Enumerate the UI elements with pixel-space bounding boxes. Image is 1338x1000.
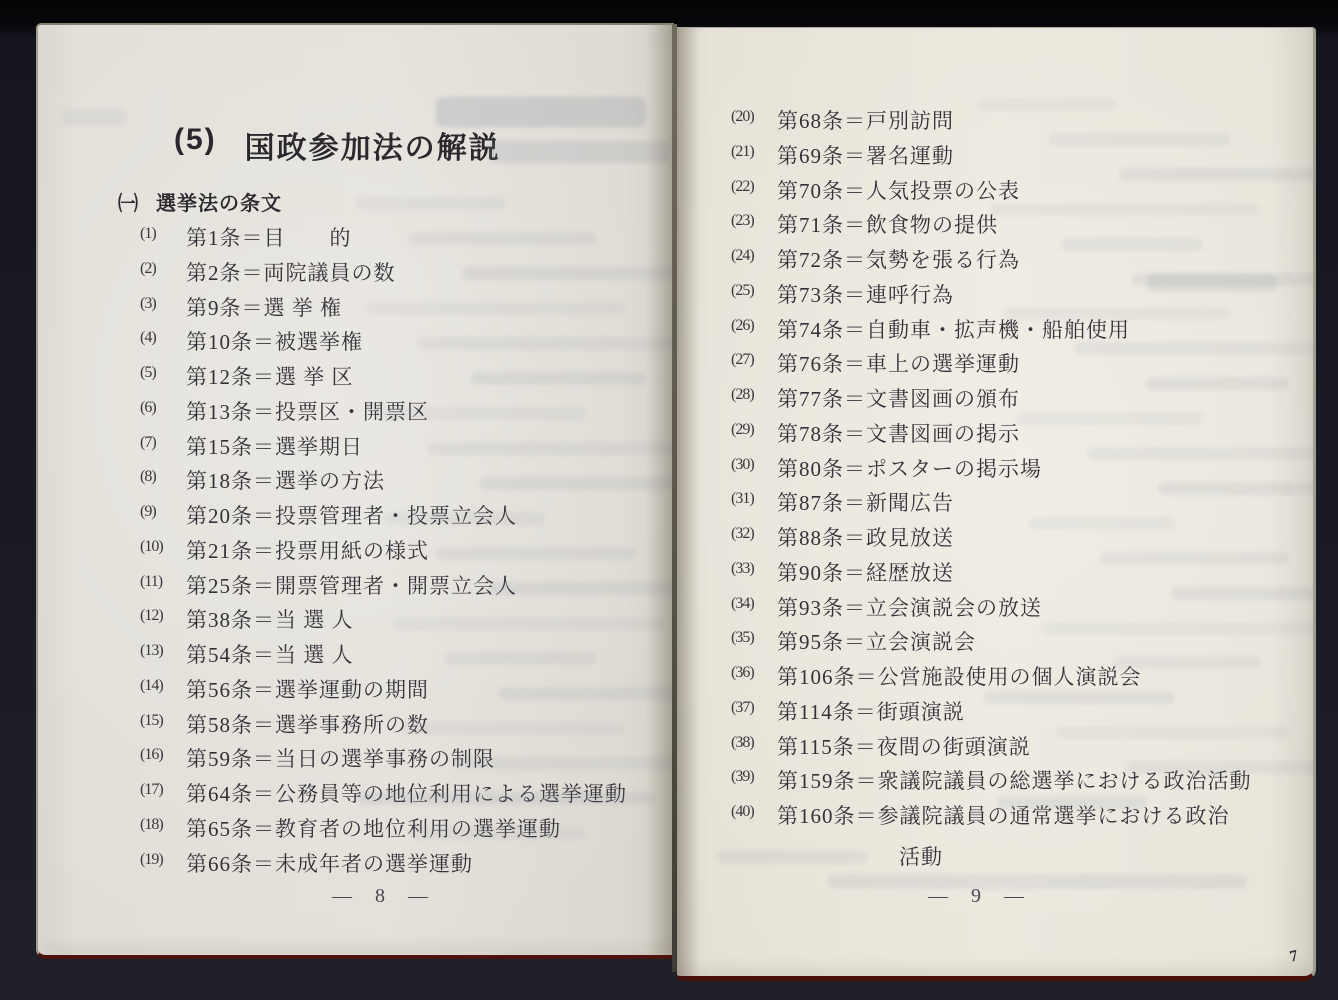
item-text: 活動 — [899, 844, 943, 869]
item-text: 第69条＝署名運動 — [777, 143, 954, 168]
list-item — [731, 626, 1309, 661]
section-title: 選挙法の条文 — [156, 193, 282, 215]
item-text: 第13条＝投票区・開票区 — [186, 399, 429, 424]
item-text: 第68条＝戸別訪問 — [777, 109, 954, 133]
bleedthrough-artifact — [827, 874, 1247, 889]
list-item — [731, 244, 1309, 279]
item-number: (37) — [731, 698, 754, 716]
item-number: (17) — [140, 781, 163, 798]
item-number: (5) — [140, 364, 156, 381]
list-item — [140, 257, 674, 292]
item-text: 第9条＝選 挙 権 — [186, 295, 342, 320]
item-number: (9) — [140, 503, 156, 520]
list-item — [731, 522, 1309, 557]
list-item — [140, 674, 674, 709]
list-item — [140, 604, 674, 639]
item-text: 第87条＝新聞広告 — [777, 491, 954, 516]
list-item — [731, 592, 1309, 627]
item-text: 第15条＝選挙期日 — [186, 434, 363, 459]
item-number: (36) — [731, 664, 754, 681]
item-number: (30) — [731, 455, 754, 473]
item-number: (29) — [731, 420, 754, 438]
article-list-right — [731, 105, 1309, 876]
item-number: (3) — [140, 294, 156, 312]
list-item — [731, 140, 1309, 175]
item-text: 第12条＝選 挙 区 — [186, 365, 354, 389]
page-number-right: — 9 — — [928, 885, 1033, 907]
item-text: 第59条＝当日の選挙事務の制限 — [186, 747, 495, 772]
item-number: (33) — [731, 559, 754, 577]
section-marker: ㈠ — [118, 193, 139, 215]
list-item — [140, 848, 674, 883]
item-number: (21) — [731, 142, 754, 160]
item-number: (26) — [731, 316, 754, 334]
list-item — [731, 348, 1309, 383]
item-number: (28) — [731, 386, 754, 403]
list-item — [731, 731, 1309, 766]
item-text: 第64条＝公務員等の地位利用による選挙運動 — [186, 782, 627, 806]
item-number: (12) — [140, 607, 163, 625]
list-item — [140, 465, 674, 500]
list-item — [731, 209, 1309, 244]
item-number: (16) — [140, 746, 163, 764]
item-text: 第73条＝連呼行為 — [777, 282, 954, 307]
item-number: (25) — [731, 281, 754, 299]
item-number: (35) — [731, 629, 754, 647]
item-text: 第10条＝被選挙権 — [186, 330, 363, 355]
item-text: 第58条＝選挙事務所の数 — [186, 712, 429, 737]
list-item — [140, 778, 674, 813]
list-item — [731, 557, 1309, 592]
bleedthrough-artifact — [356, 197, 506, 210]
list-item — [731, 279, 1309, 314]
item-text: 第95条＝立会演説会 — [777, 630, 976, 655]
item-number: (15) — [140, 711, 163, 729]
list-item — [731, 105, 1309, 140]
corner-page-mark: 7 — [1288, 947, 1300, 966]
item-number: (24) — [731, 247, 754, 264]
list-item — [140, 326, 674, 361]
item-text: 第80条＝ポスターの掲示場 — [777, 456, 1042, 481]
list-item — [731, 453, 1309, 488]
item-text: 第20条＝投票管理者・投票立会人 — [186, 504, 517, 528]
list-item — [140, 396, 674, 431]
item-text: 第66条＝未成年者の選挙運動 — [186, 851, 473, 876]
item-number: (31) — [731, 490, 754, 508]
item-text: 第54条＝当 選 人 — [186, 643, 354, 667]
list-item — [140, 361, 674, 396]
list-item — [140, 222, 674, 257]
bleedthrough-artifact — [62, 109, 126, 125]
list-item — [140, 431, 674, 466]
list-item — [731, 314, 1309, 349]
item-number: (14) — [140, 676, 163, 694]
item-text: 第115条＝夜間の街頭演説 — [777, 734, 1031, 759]
list-item — [140, 292, 674, 327]
item-text: 第93条＝立会演説会の放送 — [777, 595, 1042, 620]
item-text: 第38条＝当 選 人 — [186, 608, 354, 633]
item-number: (22) — [731, 177, 754, 195]
item-number: (6) — [140, 398, 156, 416]
list-item — [140, 570, 674, 605]
heading-number: (5) — [174, 123, 217, 156]
item-text: 第2条＝両院議員の数 — [186, 260, 396, 285]
item-number: (32) — [731, 525, 754, 542]
item-number: (39) — [731, 768, 754, 786]
list-item — [731, 487, 1309, 522]
item-number: (40) — [731, 803, 754, 820]
item-text: 第18条＝選挙の方法 — [186, 469, 385, 494]
section-heading — [118, 187, 282, 216]
item-text: 第56条＝選挙運動の期間 — [186, 677, 429, 702]
list-item — [140, 500, 674, 535]
item-text: 第21条＝投票用紙の様式 — [186, 538, 429, 563]
list-item — [140, 639, 674, 674]
book-page-left — [36, 23, 674, 959]
list-item — [731, 800, 1309, 835]
item-number: (8) — [140, 468, 156, 486]
item-number: (10) — [140, 537, 163, 555]
article-list-left — [140, 222, 674, 882]
item-number: (38) — [731, 733, 754, 751]
item-number: (4) — [140, 329, 156, 347]
list-item-wrap-line — [731, 841, 1309, 876]
item-number: (20) — [731, 108, 754, 125]
list-item — [140, 535, 674, 570]
page-number-left: — 8 — — [332, 885, 437, 907]
item-text: 第78条＝文書図画の掲示 — [777, 421, 1020, 446]
list-item — [731, 765, 1309, 800]
item-number: (19) — [140, 850, 163, 868]
item-text: 第74条＝自動車・拡声機・船舶使用 — [777, 317, 1130, 342]
item-number: (27) — [731, 351, 754, 369]
item-text: 第160条＝参議院議員の通常選挙における政治 — [777, 804, 1230, 828]
bleedthrough-artifact — [488, 141, 670, 163]
list-item — [731, 696, 1309, 731]
item-text: 第65条＝教育者の地位利用の選挙運動 — [186, 816, 561, 841]
item-text: 第72条＝気勢を張る行為 — [777, 248, 1020, 272]
page-heading — [174, 123, 501, 167]
item-number: (1) — [140, 225, 156, 242]
list-item — [731, 661, 1309, 696]
item-text: 第76条＝車上の選挙運動 — [777, 352, 1020, 377]
item-number: (23) — [731, 212, 754, 230]
list-item — [731, 418, 1309, 453]
item-text: 第159条＝衆議院議員の総選挙における政治活動 — [777, 769, 1252, 794]
item-text: 第71条＝飲食物の提供 — [777, 213, 998, 238]
item-number: (34) — [731, 594, 754, 612]
list-item — [731, 175, 1309, 210]
list-item — [140, 743, 674, 778]
item-number: (11) — [140, 572, 163, 590]
list-item — [140, 709, 674, 744]
item-text: 第106条＝公営施設使用の個人演説会 — [777, 665, 1142, 689]
list-item — [731, 383, 1309, 418]
item-text: 第90条＝経歴放送 — [777, 560, 954, 585]
item-text: 第77条＝文書図画の頒布 — [777, 387, 1020, 411]
item-text: 第88条＝政見放送 — [777, 526, 954, 550]
item-number: (2) — [140, 259, 156, 277]
item-text: 第25条＝開票管理者・開票立会人 — [186, 573, 517, 598]
item-text: 第114条＝街頭演説 — [777, 699, 965, 724]
book-page-right — [677, 27, 1316, 981]
item-number: (18) — [140, 815, 163, 833]
list-item — [140, 813, 674, 848]
item-text: 第70条＝人気投票の公表 — [777, 178, 1020, 203]
item-number: (13) — [140, 642, 163, 659]
item-text: 第1条＝目 的 — [186, 226, 352, 250]
heading-title: 国政参加法の解説 — [244, 132, 501, 165]
item-number: (7) — [140, 433, 156, 451]
